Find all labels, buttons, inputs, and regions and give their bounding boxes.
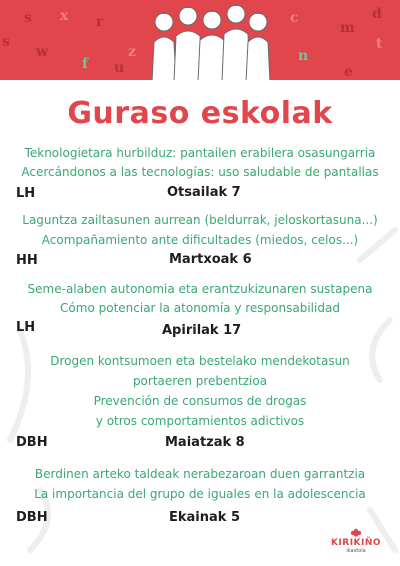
session-level: DBH bbox=[16, 510, 48, 525]
session-level: LH bbox=[16, 320, 36, 335]
session-level: LH bbox=[16, 186, 36, 201]
banner-letter: w bbox=[36, 44, 49, 60]
banner-letter: m bbox=[340, 20, 355, 36]
banner-letter: c bbox=[290, 10, 299, 26]
logo-brand: KIRIKIÑO bbox=[330, 538, 382, 548]
session-date: Otsailak 7 bbox=[167, 185, 241, 200]
flower-icon bbox=[350, 528, 362, 538]
banner-letter: s bbox=[2, 34, 10, 50]
session-topic-eu: Seme-alaben autonomia eta erantzukizunaren sustapena bbox=[27, 282, 373, 296]
logo-subtitle: ikastola bbox=[346, 548, 366, 554]
banner-letter: e bbox=[344, 64, 353, 80]
session-topic-es: La importancia del grupo de iguales en la adolescencia bbox=[34, 487, 366, 501]
banner-letter: t bbox=[376, 36, 383, 52]
students-illustration bbox=[148, 0, 274, 80]
session-date: Apirilak 17 bbox=[162, 323, 242, 338]
session-topic-es: Prevención de consumos de drogas bbox=[93, 394, 307, 408]
school-logo bbox=[326, 528, 386, 558]
session-topic-es: Acompañamiento ante dificultades (miedos, celos...) bbox=[41, 233, 359, 247]
session-topic-eu: Teknologietara hurbilduz: pantailen erabilera osasungarria bbox=[24, 146, 376, 160]
banner-letter: s bbox=[24, 10, 32, 26]
session-topic-eu: Berdinen arteko taldeak nerabezaroan duen garrantzia bbox=[34, 467, 366, 481]
banner-letter: u bbox=[114, 60, 125, 76]
banner-letter: r bbox=[96, 14, 104, 30]
banner-letter: z bbox=[128, 44, 136, 60]
session-topic-es: Acercándonos a las tecnologías: uso saludable de pantallas bbox=[21, 165, 379, 179]
session-date: Ekainak 5 bbox=[169, 510, 240, 525]
banner-letter: f bbox=[82, 56, 89, 72]
banner-letter: d bbox=[372, 6, 382, 22]
page-title: Guraso eskolak bbox=[67, 96, 333, 131]
session-topic-eu: portaeren prebentzioa bbox=[132, 374, 268, 388]
session-date: Maiatzak 8 bbox=[165, 435, 245, 450]
banner-letter: n bbox=[298, 48, 309, 64]
header-banner bbox=[0, 0, 400, 80]
session-topic-eu: Drogen kontsumoen eta bestelako mendekotasun bbox=[50, 354, 350, 368]
session-date: Martxoak 6 bbox=[169, 252, 252, 267]
session-level: DBH bbox=[16, 435, 48, 450]
session-topic-es: Cómo potenciar la atonomía y responsabilidad bbox=[60, 301, 340, 315]
session-level: HH bbox=[16, 253, 38, 268]
banner-letter: x bbox=[60, 8, 69, 24]
session-topic-es: y otros comportamientos adictivos bbox=[95, 414, 305, 428]
session-topic-eu: Laguntza zailtasunen aurrean (beldurrak, jeloskortasuna...) bbox=[22, 213, 378, 227]
